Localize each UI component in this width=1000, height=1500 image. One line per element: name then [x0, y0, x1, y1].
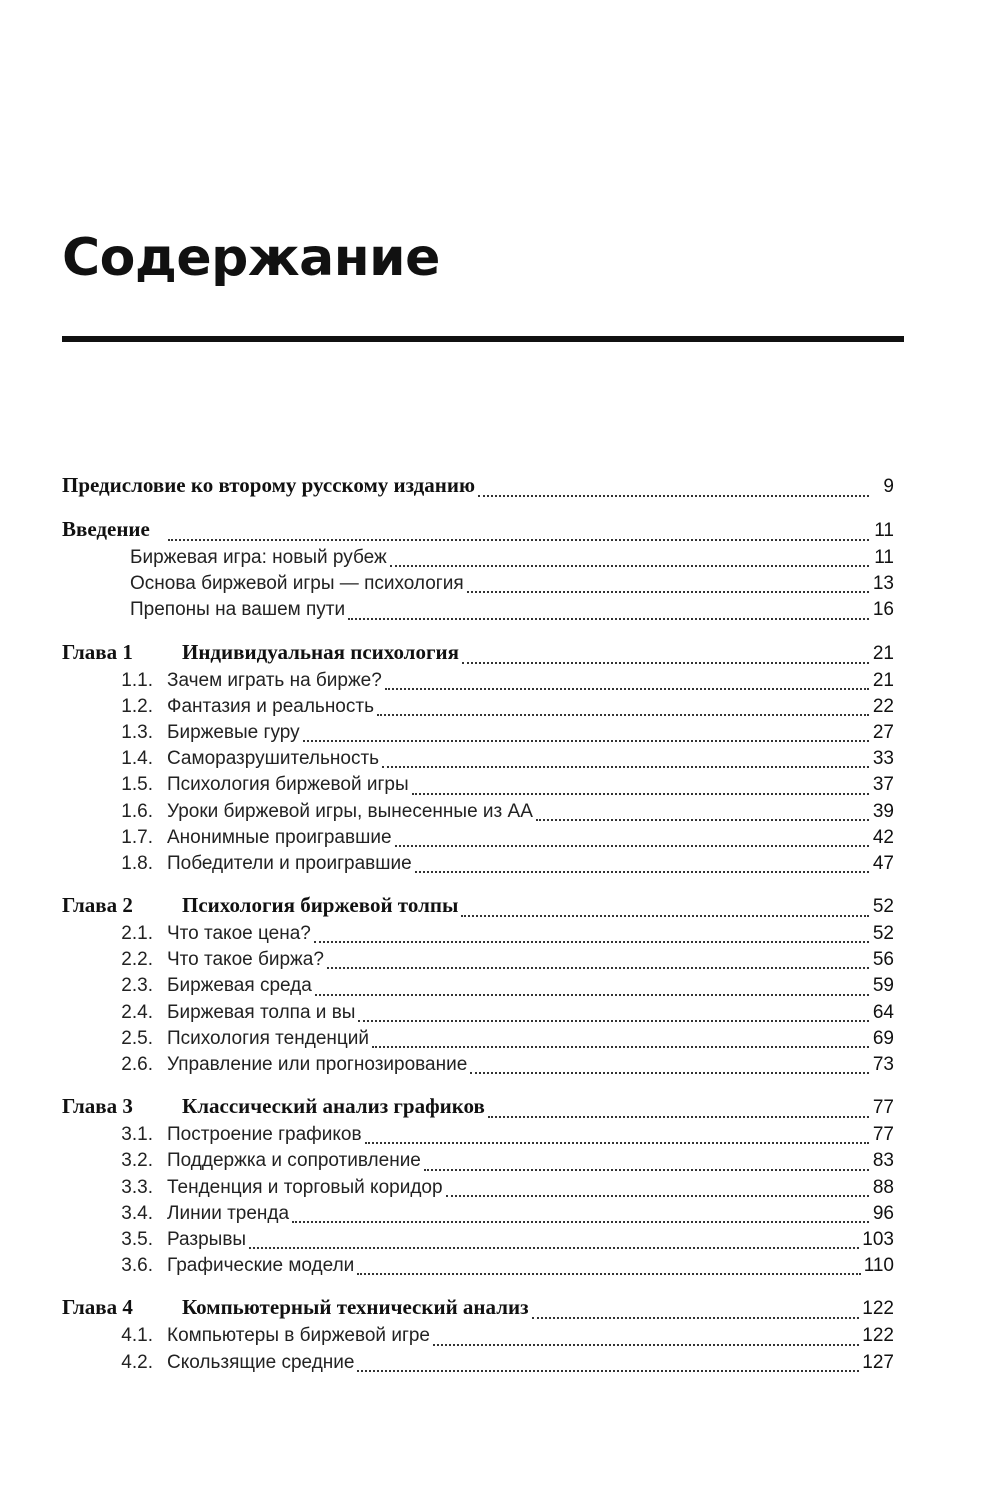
toc-page-number: 96: [872, 1202, 894, 1224]
toc-chapter-number: Глава 1: [62, 639, 133, 664]
dot-leader: [488, 1116, 869, 1118]
toc-page-number: 69: [872, 1027, 894, 1049]
toc-subentry[interactable]: [62, 670, 894, 696]
toc-page-number: 42: [872, 826, 894, 848]
toc-page-number: 64: [872, 1001, 894, 1023]
toc-section-number: 3.6.: [121, 1255, 153, 1277]
toc-section-number: 3.4.: [121, 1202, 153, 1224]
toc-entry-label: Психология биржевой игры: [167, 774, 409, 796]
toc-entry-label: Психология тенденций: [167, 1027, 369, 1049]
dot-leader: [478, 495, 869, 497]
toc-page-number: 56: [872, 949, 894, 971]
toc-subentry[interactable]: [62, 1229, 894, 1255]
toc-page-number: 47: [872, 852, 894, 874]
toc-section-number: 1.1.: [121, 669, 153, 691]
toc-subentry[interactable]: [62, 949, 894, 975]
toc-entry-label: Построение графиков: [167, 1124, 362, 1146]
toc-chapter-number: Глава 4: [62, 1295, 133, 1320]
toc-entry-label: Предисловие ко второму русскому изданию: [62, 473, 476, 497]
toc-entry-label: Тенденция и торговый коридор: [167, 1176, 443, 1198]
toc-section-number: 1.2.: [121, 695, 153, 717]
dot-leader: [412, 793, 869, 795]
toc-subentry[interactable]: [62, 696, 894, 722]
toc-entry-label: Зачем играть на бирже?: [167, 669, 382, 691]
title-divider: [62, 336, 904, 342]
toc-section-number: 3.3.: [121, 1176, 153, 1198]
toc-intro: [62, 517, 894, 626]
toc-entry-label: Уроки биржевой игры, вынесенные из АА: [167, 800, 533, 822]
toc-subentry[interactable]: [62, 1054, 894, 1080]
toc-page-number: 122: [862, 1298, 894, 1320]
dot-leader: [365, 1142, 869, 1144]
toc-page-number: 103: [862, 1228, 894, 1250]
toc-section-number: 2.1.: [121, 923, 153, 945]
toc-subentry[interactable]: [62, 1203, 894, 1229]
toc-page-number: 39: [872, 800, 894, 822]
toc-subentry[interactable]: [62, 1150, 894, 1176]
dot-leader: [357, 1273, 860, 1275]
toc-preface: [62, 473, 894, 503]
toc-subentry[interactable]: [62, 1028, 894, 1054]
toc-entry-label: Управление или прогнозирование: [167, 1054, 468, 1075]
toc-entry-label: Введение: [62, 517, 150, 541]
toc-entry-chapter[interactable]: [62, 1295, 894, 1325]
dot-leader: [314, 941, 869, 943]
toc-section-number: 1.3.: [121, 721, 153, 743]
dot-leader: [327, 967, 869, 969]
dot-leader: [424, 1169, 869, 1171]
toc-section-number: 1.6.: [121, 800, 153, 822]
dot-leader: [415, 871, 869, 873]
toc-entry-label: Биржевая игра: новый рубеж: [130, 547, 387, 568]
toc-subentry[interactable]: [62, 801, 894, 827]
toc-page-number: 21: [872, 669, 894, 691]
toc-section-number: 3.5.: [121, 1228, 153, 1250]
toc-entry-label: Биржевая толпа и вы: [167, 1001, 356, 1023]
toc-chapter-number: Глава 3: [62, 1094, 133, 1119]
dot-leader: [385, 688, 869, 690]
toc-section-number: 4.1.: [121, 1325, 153, 1347]
toc-section-number: 2.4.: [121, 1001, 153, 1023]
dot-leader: [395, 845, 869, 847]
toc-page-number: 13: [872, 573, 894, 595]
toc-section-number: 2.3.: [121, 975, 153, 997]
dot-leader: [315, 994, 869, 996]
toc-section-number: 2.6.: [121, 1054, 153, 1075]
toc-subentry[interactable]: [62, 774, 894, 800]
dot-leader: [358, 1020, 869, 1022]
toc-page-number: 22: [872, 695, 894, 717]
toc-subentry[interactable]: [62, 722, 894, 748]
dot-leader: [470, 1072, 869, 1074]
dot-leader: [377, 714, 869, 716]
toc-entry-label: Анонимные проигравшие: [167, 826, 392, 848]
toc-section-number: 4.2.: [121, 1351, 153, 1373]
toc-subentry[interactable]: [62, 748, 894, 774]
toc-chapter-4: [62, 1295, 894, 1377]
toc-section-number: 2.5.: [121, 1027, 153, 1049]
toc-entry-label: Что такое биржа?: [167, 949, 324, 971]
dot-leader: [168, 539, 869, 541]
toc-page-number: 11: [874, 547, 894, 568]
toc-entry-label: Основа биржевой игры — психология: [130, 573, 464, 595]
toc-page-number: 16: [872, 599, 894, 621]
toc-page-number: 52: [872, 896, 894, 918]
toc-subentry[interactable]: [62, 1124, 894, 1150]
toc-section-number: 3.2.: [121, 1150, 153, 1172]
toc-entry-label: Компьютеры в биржевой игре: [167, 1325, 431, 1347]
dot-leader: [303, 740, 869, 742]
toc-page-number: 77: [872, 1124, 894, 1146]
dot-leader: [390, 565, 869, 567]
toc-subentry[interactable]: [62, 1325, 894, 1351]
toc-chapters: [62, 640, 894, 1378]
toc-section-number: 1.7.: [121, 826, 153, 848]
dot-leader: [461, 915, 869, 917]
toc-entry-chapter[interactable]: [62, 1094, 894, 1124]
toc-entry-label: Саморазрушительность: [167, 748, 380, 770]
toc-entry-label: Скользящие средние: [167, 1351, 355, 1373]
toc-entry-label: Фантазия и реальность: [167, 695, 374, 717]
toc-page-number: 83: [872, 1150, 894, 1172]
toc-entry-label: Препоны на вашем пути: [130, 599, 346, 621]
toc-subentry[interactable]: [62, 1255, 894, 1281]
toc-chapter-3: [62, 1094, 894, 1281]
dot-leader: [372, 1046, 869, 1048]
toc-subentry[interactable]: [62, 923, 894, 949]
toc-subentry[interactable]: [62, 827, 894, 853]
toc-subentry[interactable]: [62, 975, 894, 1001]
toc-page-number: 122: [862, 1325, 894, 1347]
page-title: Содержание: [62, 228, 440, 288]
dot-leader: [462, 662, 869, 664]
toc-subentry[interactable]: [62, 1352, 894, 1378]
toc-page-number: 11: [874, 520, 894, 541]
toc-page-number: 77: [872, 1097, 894, 1119]
dot-leader: [382, 766, 869, 768]
toc-entry-preface[interactable]: [62, 473, 894, 503]
toc-page-number: 88: [872, 1176, 894, 1198]
toc-section-number: 1.8.: [121, 852, 153, 874]
toc-section-number: 3.1.: [121, 1124, 153, 1146]
toc-page-number: 59: [872, 975, 894, 997]
toc-page-number: 21: [872, 642, 894, 664]
toc-subentry[interactable]: [62, 599, 894, 625]
dot-leader: [532, 1317, 860, 1319]
toc-page-number: 37: [872, 774, 894, 796]
toc-entry-label: Индивидуальная психология: [182, 639, 459, 664]
toc-entry-label: Разрывы: [167, 1228, 247, 1250]
dot-leader: [348, 618, 869, 620]
dot-leader: [446, 1195, 869, 1197]
toc-page-number: 52: [872, 923, 894, 945]
toc-entry-chapter[interactable]: [62, 640, 894, 670]
toc-subentry[interactable]: [62, 1002, 894, 1028]
dot-leader: [292, 1221, 869, 1223]
toc-entry-label: Победители и проигравшие: [167, 852, 412, 874]
dot-leader: [249, 1247, 859, 1249]
toc-page-number: 110: [863, 1255, 894, 1277]
dot-leader: [467, 591, 869, 593]
toc-entry-label: Компьютерный технический анализ: [182, 1295, 529, 1320]
toc-subentry[interactable]: [62, 1177, 894, 1203]
dot-leader: [536, 819, 869, 821]
toc-chapter-number: Глава 2: [62, 893, 133, 918]
dot-leader: [433, 1344, 859, 1346]
toc-subentry[interactable]: [62, 853, 894, 879]
toc-entry-label: Что такое цена?: [167, 923, 311, 945]
toc-entry-label: Поддержка и сопротивление: [167, 1150, 421, 1172]
toc-section-number: 2.2.: [121, 949, 153, 971]
toc-chapter-2: [62, 893, 894, 1080]
toc-page-number: 9: [883, 476, 894, 497]
toc-entry-label: Биржевая среда: [167, 975, 312, 997]
toc-entry-label: Линии тренда: [167, 1202, 290, 1224]
toc-subentry[interactable]: [62, 573, 894, 599]
toc-entry-label: Психология биржевой толпы: [182, 893, 459, 918]
toc-entry-label: Классический анализ графиков: [182, 1094, 485, 1119]
toc-page-number: 73: [872, 1054, 894, 1075]
toc-chapter-1: [62, 640, 894, 880]
toc-page-number: 127: [862, 1351, 894, 1373]
toc-page-number: 33: [872, 748, 894, 770]
toc-entry-chapter[interactable]: [62, 893, 894, 923]
toc-entry-label: Графические модели: [167, 1255, 355, 1277]
table-of-contents: [62, 473, 894, 1392]
toc-page-number: 27: [872, 721, 894, 743]
toc-subentry[interactable]: [62, 547, 894, 573]
toc-entry-label: Биржевые гуру: [167, 721, 300, 743]
toc-entry-intro[interactable]: [62, 517, 894, 547]
toc-section-number: 1.4.: [121, 748, 153, 770]
toc-section-number: 1.5.: [121, 774, 153, 796]
dot-leader: [357, 1370, 859, 1372]
